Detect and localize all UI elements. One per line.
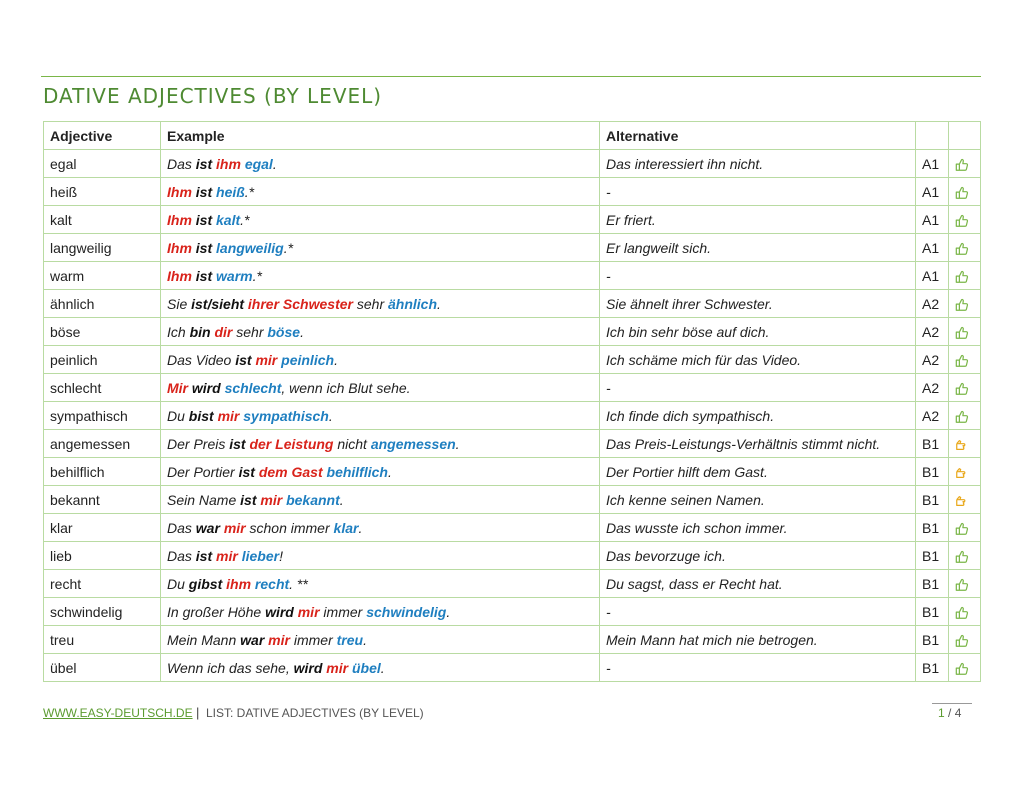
footer-list-title: LIST: DATIVE ADJECTIVES (BY LEVEL): [206, 706, 424, 720]
table-row: [44, 458, 981, 486]
pointing-hand-icon: [955, 435, 969, 451]
level-cell: A2: [916, 374, 949, 402]
adjective-cell: recht: [44, 570, 161, 598]
table-row: [44, 626, 981, 654]
level-cell: B1: [916, 598, 949, 626]
footer-separator: |: [196, 705, 200, 720]
table-row: [44, 290, 981, 318]
example-segment: Ich: [167, 323, 190, 340]
example-segment: bekannt: [286, 491, 340, 508]
example-segment: .: [446, 603, 451, 620]
example-segment: .: [334, 351, 338, 368]
example-segment: .*: [283, 239, 294, 256]
adjective-cell: schwindelig: [44, 598, 161, 626]
example-segment: .: [455, 435, 460, 452]
example-segment: ist: [195, 155, 213, 172]
alternative-cell: Das interessiert ihn nicht.: [600, 150, 916, 178]
header-example: Example: [161, 122, 600, 150]
rating-cell: [949, 654, 981, 682]
example-segment: heiß: [216, 183, 245, 200]
example-segment: mir: [217, 407, 240, 424]
adjective-cell: langweilig: [44, 234, 161, 262]
level-cell: A1: [916, 262, 949, 290]
example-cell: [161, 598, 600, 626]
example-segment: gibst: [188, 575, 223, 592]
example-segment: Ihm: [167, 183, 192, 200]
example-cell: [161, 626, 600, 654]
example-segment: ist: [195, 211, 213, 228]
example-segment: ist: [195, 267, 213, 284]
table-row: [44, 654, 981, 682]
example-segment: schwindelig: [366, 603, 447, 620]
level-cell: B1: [916, 514, 949, 542]
example-cell: [161, 430, 600, 458]
page-current: 1: [938, 706, 945, 720]
adjective-cell: lieb: [44, 542, 161, 570]
table-row: [44, 374, 981, 402]
alternative-cell: Er friert.: [600, 206, 916, 234]
example-segment: klar: [333, 519, 359, 536]
example-segment: sehr: [232, 323, 268, 340]
example-segment: .: [300, 323, 304, 340]
example-segment: Du: [167, 407, 189, 424]
example-segment: sehr: [352, 295, 388, 312]
header-alternative: Alternative: [600, 122, 916, 150]
rating-cell: [949, 570, 981, 598]
header-rating: [949, 122, 981, 150]
example-cell: [161, 654, 600, 682]
table-row: [44, 486, 981, 514]
rating-cell: [949, 486, 981, 514]
example-segment: Mir: [167, 379, 188, 396]
thumbs-up-icon: [955, 631, 969, 647]
thumbs-up-icon: [955, 155, 969, 171]
example-segment: .: [358, 519, 363, 536]
example-segment: In großer Höhe: [167, 603, 266, 620]
example-segment: warm: [216, 267, 253, 284]
level-cell: B1: [916, 570, 949, 598]
example-segment: peinlich: [281, 351, 335, 368]
example-segment: .: [437, 295, 441, 312]
example-segment: ist: [229, 435, 246, 452]
alternative-cell: -: [600, 374, 916, 402]
example-segment: schon immer: [245, 519, 334, 536]
example-segment: war: [195, 519, 220, 536]
rating-cell: [949, 262, 981, 290]
example-segment: mir: [223, 519, 246, 536]
example-cell: [161, 542, 600, 570]
rating-cell: [949, 402, 981, 430]
thumbs-up-icon: [955, 575, 969, 591]
header-level: [916, 122, 949, 150]
alternative-cell: Du sagst, dass er Recht hat.: [600, 570, 916, 598]
example-segment: lieber: [241, 547, 280, 564]
example-segment: kalt: [216, 211, 241, 228]
rating-cell: [949, 542, 981, 570]
adjective-cell: angemessen: [44, 430, 161, 458]
example-segment: .*: [240, 211, 250, 228]
table-row: [44, 514, 981, 542]
example-segment: wird: [191, 379, 221, 396]
level-cell: A2: [916, 346, 949, 374]
example-segment: mir: [268, 631, 290, 648]
adjective-cell: treu: [44, 626, 161, 654]
example-cell: [161, 346, 600, 374]
example-segment: Sie: [167, 295, 192, 312]
example-cell: [161, 178, 600, 206]
example-segment: treu: [336, 631, 364, 648]
rating-cell: [949, 458, 981, 486]
table-row: [44, 570, 981, 598]
example-segment: Du: [167, 575, 189, 592]
example-segment: Wenn ich das sehe,: [167, 659, 294, 676]
rating-cell: [949, 178, 981, 206]
alternative-cell: Ich schäme mich für das Video.: [600, 346, 916, 374]
alternative-cell: Das wusste ich schon immer.: [600, 514, 916, 542]
alternative-cell: Sie ähnelt ihrer Schwester.: [600, 290, 916, 318]
level-cell: B1: [916, 458, 949, 486]
example-segment: ist: [240, 491, 257, 508]
adjective-cell: schlecht: [44, 374, 161, 402]
thumbs-up-icon: [955, 211, 969, 227]
level-cell: A2: [916, 402, 949, 430]
example-segment: recht: [254, 575, 290, 592]
level-cell: B1: [916, 486, 949, 514]
example-segment: Ihm: [167, 239, 192, 256]
example-segment: . **: [289, 575, 308, 592]
example-segment: Der Portier: [167, 463, 239, 480]
example-cell: [161, 486, 600, 514]
example-segment: .: [272, 155, 277, 172]
page-number: [938, 706, 961, 720]
level-cell: A1: [916, 234, 949, 262]
example-cell: [161, 318, 600, 346]
example-segment: Der Preis: [167, 435, 230, 452]
example-segment: .: [363, 631, 367, 648]
alternative-cell: -: [600, 598, 916, 626]
example-segment: ist: [195, 239, 213, 256]
example-segment: sympathisch: [243, 407, 329, 424]
adjective-cell: übel: [44, 654, 161, 682]
example-cell: [161, 234, 600, 262]
example-segment: mir: [326, 659, 349, 676]
example-cell: [161, 570, 600, 598]
thumbs-up-icon: [955, 407, 969, 423]
adjective-cell: behilflich: [44, 458, 161, 486]
top-divider: [41, 76, 981, 77]
thumbs-up-icon: [955, 323, 969, 339]
example-segment: Das: [167, 519, 196, 536]
alternative-cell: Er langweilt sich.: [600, 234, 916, 262]
rating-cell: [949, 150, 981, 178]
adjective-cell: sympathisch: [44, 402, 161, 430]
level-cell: B1: [916, 654, 949, 682]
table-row: [44, 178, 981, 206]
example-segment: war: [240, 631, 265, 648]
example-segment: ist: [195, 183, 213, 200]
thumbs-up-icon: [955, 547, 969, 563]
rating-cell: [949, 626, 981, 654]
thumbs-up-icon: [955, 295, 969, 311]
thumbs-up-icon: [955, 603, 969, 619]
thumbs-up-icon: [955, 351, 969, 367]
example-cell: [161, 514, 600, 542]
example-segment: , wenn ich Blut sehe.: [281, 379, 411, 396]
example-segment: Das: [167, 155, 196, 172]
level-cell: A1: [916, 178, 949, 206]
adjective-cell: ähnlich: [44, 290, 161, 318]
alternative-cell: -: [600, 654, 916, 682]
example-segment: Sein Name: [167, 491, 241, 508]
example-segment: Das: [167, 547, 196, 564]
adjective-cell: warm: [44, 262, 161, 290]
thumbs-up-icon: [955, 183, 969, 199]
example-segment: .*: [252, 267, 262, 284]
adjective-cell: klar: [44, 514, 161, 542]
rating-cell: [949, 290, 981, 318]
example-segment: ist: [195, 547, 213, 564]
example-segment: .: [387, 463, 392, 480]
example-cell: [161, 150, 600, 178]
rating-cell: [949, 514, 981, 542]
example-cell: [161, 458, 600, 486]
example-segment: Mein Mann: [167, 631, 241, 648]
table-row: [44, 262, 981, 290]
example-segment: immer: [289, 631, 337, 648]
footer-website-link[interactable]: WWW.EASY-DEUTSCH.DE: [43, 706, 193, 720]
example-segment: immer: [319, 603, 367, 620]
thumbs-up-icon: [955, 379, 969, 395]
example-segment: ist/sieht: [191, 295, 245, 312]
table-header-row: [44, 122, 981, 150]
example-cell: [161, 206, 600, 234]
example-segment: böse: [267, 323, 301, 340]
example-segment: ist: [238, 463, 255, 480]
level-cell: B1: [916, 430, 949, 458]
thumbs-up-icon: [955, 659, 969, 675]
thumbs-up-icon: [955, 239, 969, 255]
rating-cell: [949, 234, 981, 262]
alternative-cell: Mein Mann hat mich nie betrogen.: [600, 626, 916, 654]
level-cell: B1: [916, 542, 949, 570]
header-adjective: Adjective: [44, 122, 161, 150]
table-row: [44, 206, 981, 234]
example-segment: übel: [351, 659, 381, 676]
rating-cell: [949, 346, 981, 374]
example-segment: ihrer Schwester: [247, 295, 353, 312]
page-title: DATIVE ADJECTIVES (BY LEVEL): [43, 84, 383, 108]
alternative-cell: Ich finde dich sympathisch.: [600, 402, 916, 430]
pointing-hand-icon: [955, 463, 969, 479]
alternative-cell: Ich kenne seinen Namen.: [600, 486, 916, 514]
rating-cell: [949, 206, 981, 234]
alternative-cell: -: [600, 178, 916, 206]
adjective-cell: egal: [44, 150, 161, 178]
level-cell: A2: [916, 318, 949, 346]
example-segment: mir: [297, 603, 320, 620]
level-cell: A2: [916, 290, 949, 318]
example-segment: nicht: [333, 435, 371, 452]
example-segment: der Leistung: [249, 435, 334, 452]
example-segment: mir: [255, 351, 278, 368]
table-row: [44, 234, 981, 262]
example-segment: .: [380, 659, 385, 676]
example-segment: mir: [260, 491, 283, 508]
page-number-divider: [932, 703, 972, 704]
alternative-cell: Der Portier hilft dem Gast.: [600, 458, 916, 486]
example-segment: .: [339, 491, 344, 508]
table-row: [44, 318, 981, 346]
table-row: [44, 150, 981, 178]
example-segment: wird: [265, 603, 294, 620]
example-segment: egal: [244, 155, 273, 172]
example-segment: bin: [189, 323, 211, 340]
adjective-cell: peinlich: [44, 346, 161, 374]
rating-cell: [949, 430, 981, 458]
table-row: [44, 430, 981, 458]
thumbs-up-icon: [955, 519, 969, 535]
table-row: [44, 598, 981, 626]
level-cell: A1: [916, 206, 949, 234]
example-segment: .*: [244, 183, 255, 200]
adjective-cell: kalt: [44, 206, 161, 234]
example-segment: ihm: [216, 155, 241, 172]
alternative-cell: Das Preis-Leistungs-Verhältnis stimmt nicht.: [600, 430, 916, 458]
example-segment: Ihm: [167, 267, 192, 284]
adjective-cell: heiß: [44, 178, 161, 206]
alternative-cell: -: [600, 262, 916, 290]
page-total: / 4: [948, 706, 962, 720]
example-segment: wird: [293, 659, 323, 676]
thumbs-up-icon: [955, 267, 969, 283]
alternative-cell: Ich bin sehr böse auf dich.: [600, 318, 916, 346]
rating-cell: [949, 598, 981, 626]
example-segment: behilflich: [326, 463, 388, 480]
example-segment: angemessen: [370, 435, 456, 452]
adjective-cell: böse: [44, 318, 161, 346]
example-cell: [161, 402, 600, 430]
pointing-hand-icon: [955, 491, 969, 507]
example-segment: !: [279, 547, 283, 564]
example-segment: ihm: [226, 575, 252, 592]
level-cell: B1: [916, 626, 949, 654]
table-body: [44, 150, 981, 682]
example-segment: langweilig: [216, 239, 284, 256]
example-segment: mir: [216, 547, 238, 564]
rating-cell: [949, 374, 981, 402]
example-segment: dem Gast: [258, 463, 323, 480]
table-row: [44, 542, 981, 570]
alternative-cell: Das bevorzuge ich.: [600, 542, 916, 570]
example-cell: [161, 262, 600, 290]
adjective-cell: bekannt: [44, 486, 161, 514]
rating-cell: [949, 318, 981, 346]
adjectives-table: [43, 121, 981, 682]
table-row: [44, 402, 981, 430]
example-segment: Das Video: [167, 351, 236, 368]
level-cell: A1: [916, 150, 949, 178]
example-segment: ist: [235, 351, 252, 368]
example-segment: schlecht: [224, 379, 282, 396]
example-segment: .: [328, 407, 333, 424]
example-segment: Ihm: [167, 211, 192, 228]
example-segment: dir: [214, 323, 233, 340]
example-segment: bist: [188, 407, 214, 424]
example-cell: [161, 290, 600, 318]
example-segment: ähnlich: [388, 295, 438, 312]
example-cell: [161, 374, 600, 402]
table-row: [44, 346, 981, 374]
